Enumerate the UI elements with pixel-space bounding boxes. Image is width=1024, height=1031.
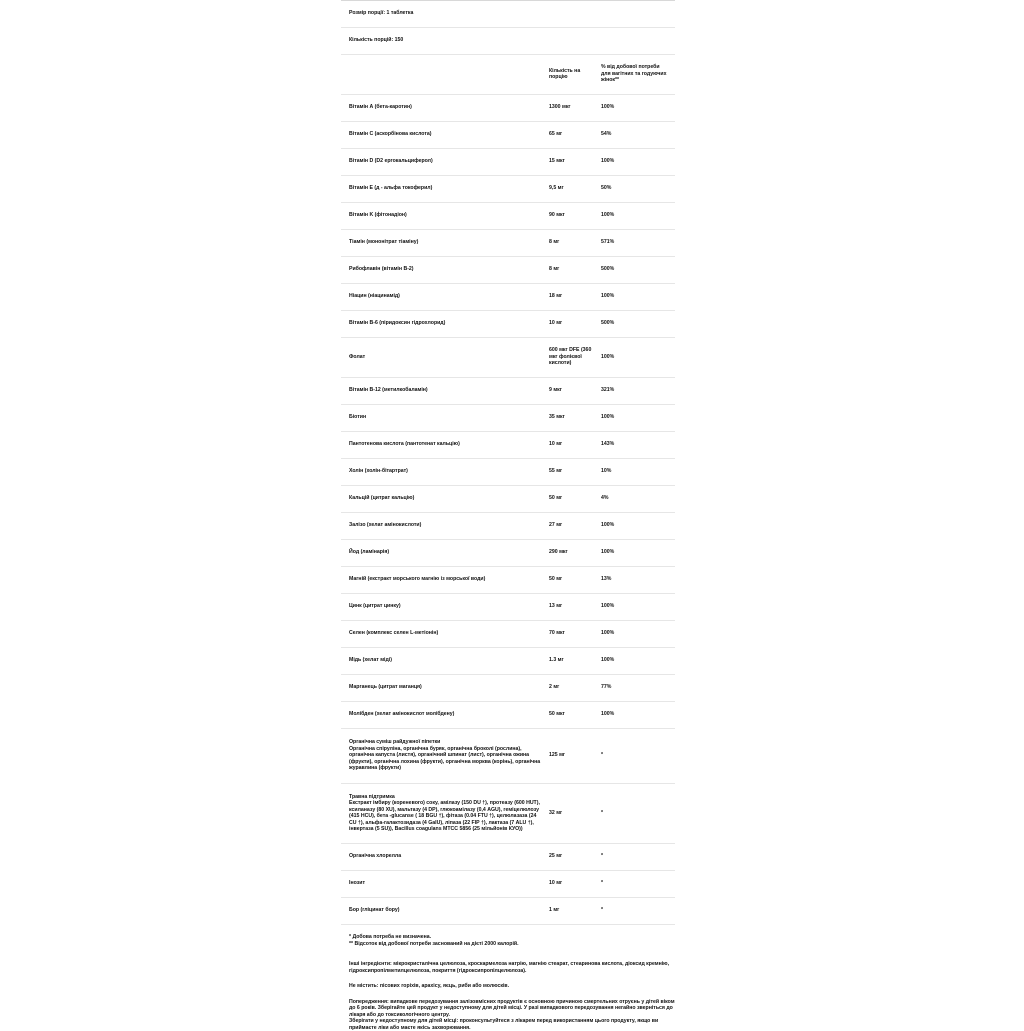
nutrient-name: Йод (ламінарія) bbox=[341, 549, 549, 556]
nutrient-row bbox=[341, 175, 675, 203]
nutrient-daily-value: * bbox=[601, 752, 675, 759]
nutrient-daily-value: 54% bbox=[601, 131, 675, 138]
nutrient-row bbox=[341, 728, 675, 784]
nutrient-daily-value: 50% bbox=[601, 185, 675, 192]
nutrient-row bbox=[341, 256, 675, 284]
nutrient-amount: 8 мг bbox=[549, 266, 601, 273]
nutrient-amount: 1.3 мг bbox=[549, 657, 601, 664]
nutrient-name: Вітамін E (д - альфа токоферил) bbox=[341, 185, 549, 192]
nutrient-daily-value: 100% bbox=[601, 354, 675, 361]
amount-column-header: Кількість на порцію bbox=[549, 68, 601, 81]
nutrient-amount: 15 мкг bbox=[549, 158, 601, 165]
nutrient-name: Тіамін (мононітрат тіаміну) bbox=[341, 239, 549, 246]
nutrient-row bbox=[341, 458, 675, 486]
nutrient-amount: 27 мг bbox=[549, 522, 601, 529]
nutrient-daily-value: 500% bbox=[601, 320, 675, 327]
nutrient-amount: 1300 мкг bbox=[549, 104, 601, 111]
nutrient-name: Марганець (цитрат маганця) bbox=[341, 684, 549, 691]
column-header-row bbox=[341, 54, 675, 95]
nutrient-name: Травна підтримка Екстракт імбиру (кореневого) соку, амілазу (150 DU †), протеазу (600 HUT), ксиланазу (80 XU), мальтазу (4 DP), глюкоамілазу (0,4 AGU), геміцелюлозу (415 HCU), бета -glucanse ( 18 BGU †), фітаза (0.04 FTU †), целюлазаза (24 CU †), альфа-галактозидаза (4 GalU), ліпаза (22 FIP †), лактаза (7 ALU †), інвертаза (5 SU)), Bacillus coagulans MTCC 5856 (25 мільйонів КУО)) bbox=[341, 794, 549, 833]
nutrient-daily-value: 100% bbox=[601, 522, 675, 529]
nutrient-daily-value: * bbox=[601, 907, 675, 914]
nutrient-row bbox=[341, 485, 675, 513]
nutrient-daily-value: 571% bbox=[601, 239, 675, 246]
nutrient-row bbox=[341, 566, 675, 594]
nutrient-name: Вітамін А (бета-каротин) bbox=[341, 104, 549, 111]
nutrient-name: Органічна суміш райдужної піпетки Органічна спіруліна, органічна буряк, органічна броколі (рослина), органічна капуста (листя), органічний шпинат (лист), органічна ожина (фрукти), органічна лохина (фрукти), органічна морква (корінь), органічна журавлина (фрукти) bbox=[341, 739, 549, 772]
nutrient-row bbox=[341, 512, 675, 540]
nutrient-name: Фолат bbox=[341, 354, 549, 361]
nutrient-amount: 50 мг bbox=[549, 576, 601, 583]
nutrient-daily-value: 10% bbox=[601, 468, 675, 475]
nutrient-name: Холін (холін-бітартрат) bbox=[341, 468, 549, 475]
nutrient-daily-value: 100% bbox=[601, 212, 675, 219]
nutrient-daily-value: * bbox=[601, 853, 675, 860]
nutrient-row bbox=[341, 539, 675, 567]
nutrient-daily-value: 500% bbox=[601, 266, 675, 273]
nutrient-name: Бор (гліцинат бору) bbox=[341, 907, 549, 914]
nutrient-name: Рибофлавін (вітамін B-2) bbox=[341, 266, 549, 273]
nutrient-amount: 10 мг bbox=[549, 441, 601, 448]
nutrient-row bbox=[341, 229, 675, 257]
nutrient-row bbox=[341, 148, 675, 176]
nutrient-amount: 290 мкг bbox=[549, 549, 601, 556]
nutrient-amount: 600 мкг DFE (360 мкг фолієвої кислоти) bbox=[549, 347, 601, 367]
serving-size-text: Розмір порції: 1 таблетка bbox=[341, 10, 413, 17]
nutrient-amount: 25 мг bbox=[549, 853, 601, 860]
nutrient-daily-value: 100% bbox=[601, 549, 675, 556]
nutrient-row bbox=[341, 843, 675, 871]
label-footer bbox=[341, 934, 675, 1031]
other-ingredients-text: Інші інгредієнти: мікрокристалічна целюлоза, кроскармелоза натрію, магнію стеарат, стеаринова кислота, діоксид кремнію, гідроксипропілметилцелюлоза, покриття (гідроксипропілцелюлоза). bbox=[349, 961, 675, 974]
nutrient-row bbox=[341, 404, 675, 432]
nutrient-row bbox=[341, 647, 675, 675]
nutrient-name: Кальцій (цитрат кальцію) bbox=[341, 495, 549, 502]
nutrient-amount: 35 мкг bbox=[549, 414, 601, 421]
nutrient-row bbox=[341, 870, 675, 898]
nutrient-daily-value: 100% bbox=[601, 104, 675, 111]
nutrient-amount: 13 мг bbox=[549, 603, 601, 610]
nutrient-name: Інозит bbox=[341, 880, 549, 887]
nutrient-daily-value: 143% bbox=[601, 441, 675, 448]
nutrient-name: Вітамін K (фітонадіон) bbox=[341, 212, 549, 219]
nutrient-row bbox=[341, 310, 675, 338]
nutrient-name: Мідь (хелат міді) bbox=[341, 657, 549, 664]
nutrient-name: Цинк (цитрат цинку) bbox=[341, 603, 549, 610]
footnote-not-established: * Добова потреба не визначена. bbox=[349, 934, 675, 941]
footnote-daily-value-basis: ** Відсоток від добової потреби заснований на дієті 2000 калорій. bbox=[349, 941, 675, 948]
nutrient-row bbox=[341, 94, 675, 122]
nutrient-row bbox=[341, 431, 675, 459]
nutrient-row bbox=[341, 674, 675, 702]
nutrient-amount: 70 мкг bbox=[549, 630, 601, 637]
servings-count-text: Кількість порцій: 150 bbox=[341, 37, 403, 44]
nutrient-row bbox=[341, 202, 675, 230]
nutrient-daily-value: * bbox=[601, 880, 675, 887]
nutrient-amount: 50 мг bbox=[549, 495, 601, 502]
nutrient-daily-value: 100% bbox=[601, 293, 675, 300]
nutrient-amount: 55 мг bbox=[549, 468, 601, 475]
nutrient-amount: 8 мг bbox=[549, 239, 601, 246]
nutrient-name: Пантотенова кислота (пантотенат кальцію) bbox=[341, 441, 549, 448]
nutrient-daily-value: 321% bbox=[601, 387, 675, 394]
nutrient-name: Вітамін D (D2 ергокальциферол) bbox=[341, 158, 549, 165]
nutrient-row bbox=[341, 377, 675, 405]
warning-text: Попередження: випадкове передозування залізовмісних продуктів є основною причиною смертельних отруєнь у дітей віком до 6 років. Зберігайте цей продукт у недоступному для дітей місці. У разі випадкового передозування негайно зверніться до лікаря або до токсикологічного центру. Зберігати у недоступному для дітей місці: проконсультуйтеся з лікарем перед використанням цього продукту, якщо ви приймаєте ліки або маєте якісь захворювання. bbox=[349, 999, 675, 1031]
nutrient-name: Ніацин (ніацинамід) bbox=[341, 293, 549, 300]
nutrient-amount: 125 мг bbox=[549, 752, 601, 759]
nutrient-amount: 10 мг bbox=[549, 880, 601, 887]
nutrient-daily-value: 100% bbox=[601, 657, 675, 664]
nutrient-amount: 2 мг bbox=[549, 684, 601, 691]
serving-size-row bbox=[341, 0, 675, 28]
nutrient-daily-value: 13% bbox=[601, 576, 675, 583]
nutrient-name: Вітамін С (аскорбінова кислота) bbox=[341, 131, 549, 138]
nutrient-daily-value: 100% bbox=[601, 603, 675, 610]
nutrient-daily-value: 77% bbox=[601, 684, 675, 691]
nutrient-amount: 50 мкг bbox=[549, 711, 601, 718]
nutrient-amount: 10 мг bbox=[549, 320, 601, 327]
nutrient-row bbox=[341, 701, 675, 729]
nutrient-daily-value: 100% bbox=[601, 414, 675, 421]
nutrient-daily-value: 100% bbox=[601, 711, 675, 718]
nutrient-amount: 1 мг bbox=[549, 907, 601, 914]
nutrient-amount: 18 мг bbox=[549, 293, 601, 300]
nutrient-amount: 9 мкг bbox=[549, 387, 601, 394]
servings-count-row bbox=[341, 27, 675, 55]
nutrient-row bbox=[341, 337, 675, 378]
nutrient-name: Біотин bbox=[341, 414, 549, 421]
nutrient-row bbox=[341, 783, 675, 844]
nutrient-name: Залізо (хелат амінокислоти) bbox=[341, 522, 549, 529]
nutrient-row bbox=[341, 593, 675, 621]
percent-column-header: % від добової потреби для вагітних та годуючих жінок** bbox=[601, 64, 675, 84]
nutrient-row bbox=[341, 897, 675, 925]
nutrient-name: Магній (екстракт морського магнію із морської води) bbox=[341, 576, 549, 583]
nutrient-name: Селен (комплекс селен L-метіонін) bbox=[341, 630, 549, 637]
nutrient-daily-value: 4% bbox=[601, 495, 675, 502]
nutrient-daily-value: * bbox=[601, 810, 675, 817]
nutrient-row bbox=[341, 283, 675, 311]
nutrient-daily-value: 100% bbox=[601, 630, 675, 637]
nutrient-name: Вітамін B-12 (метилкобаламін) bbox=[341, 387, 549, 394]
nutrient-amount: 65 мг bbox=[549, 131, 601, 138]
nutrient-name: Молібден (хелат амінокислот молібдену) bbox=[341, 711, 549, 718]
allergen-free-text: Не містить: пісових горіхів, арахісу, яєць, риби або молюсків. bbox=[349, 983, 675, 990]
nutrient-row bbox=[341, 121, 675, 149]
nutrient-daily-value: 100% bbox=[601, 158, 675, 165]
nutrient-row bbox=[341, 620, 675, 648]
nutrient-amount: 90 мкг bbox=[549, 212, 601, 219]
nutrient-amount: 9,5 мг bbox=[549, 185, 601, 192]
nutrient-name: Вітамін B-6 (піридоксин гідрохлорид) bbox=[341, 320, 549, 327]
nutrient-name: Органічна хлорелла bbox=[341, 853, 549, 860]
nutrient-amount: 32 мг bbox=[549, 810, 601, 817]
